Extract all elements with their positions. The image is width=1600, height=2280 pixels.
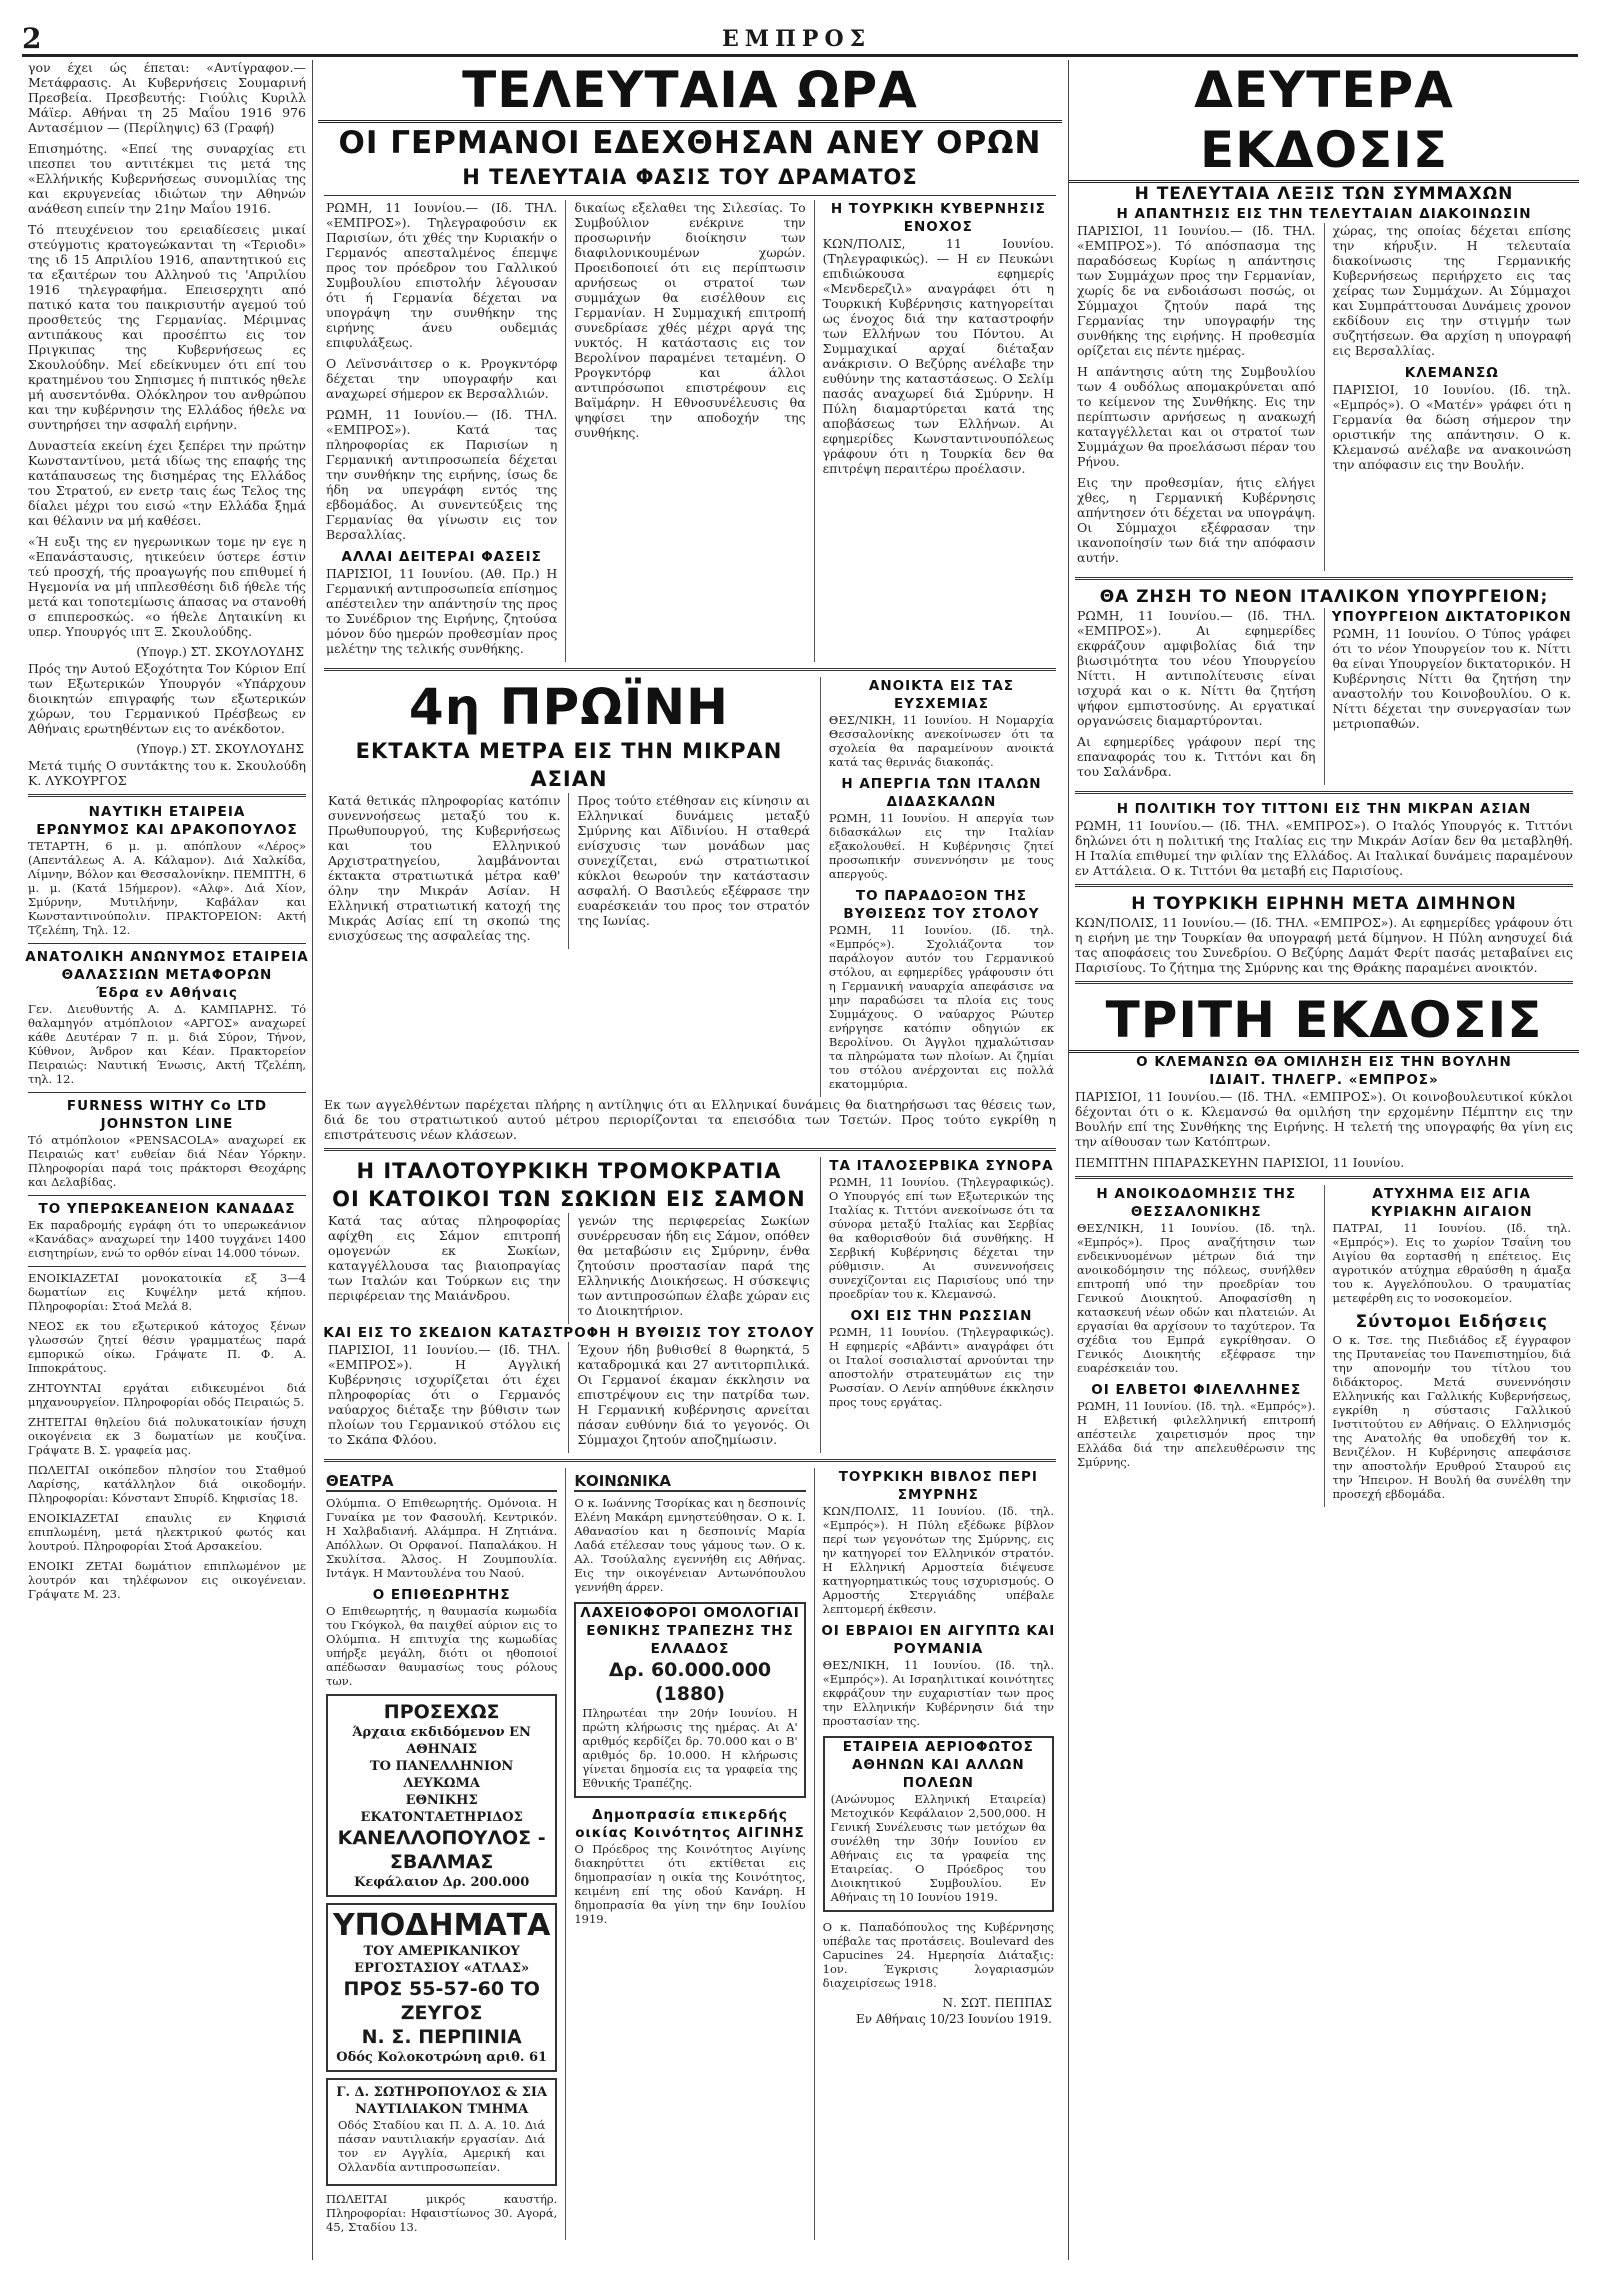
article-text: Κατά τας αύτας πληροφορίας αφίχθη εις Σάμον επιτροπή ομογενών εκ Σωκίων, καταγγέλλουσα τας βιαιοπραγίας των Ιταλών και Τούρκων εις την περιφέρειαν της Μαιάνδρου. [328, 1213, 561, 1303]
article-text: Εις την προθεσμίαν, ήτις ελήγει χθες, η Γερμανική Κυβέρνησις απήντησεν ότι δέχεται να υπογράψη. Οι Σύμμαχοι εξέφρασαν την ικανοποίησίν των διά την απόφασιν αυτήν. [1077, 475, 1316, 565]
section-heading: ΑΤΥΧΗΜΑ ΕΙΣ ΑΓΙΑ ΚΥΡΙΑΚΗΝ ΑΙΓΑΙΟΝ [1370, 1186, 1533, 1220]
article-text: Προς τούτο ετέθησαν εις κίνησιν αι Ελληνικαί δυνάμεις μεταξύ Σμύρνης και Αϊδινίου. Η σταθερά ενίσχυσις των μονάδων μας συνεχίζεται, ενώ στρατιωτικοί κύκλοι θεωρούν την κατάστασιν ασφαλή. Ο Βασιλεύς εξέφρασε την ευαρέσκειάν του προς τον στρατόν της Ιωνίας. [577, 793, 810, 928]
ad-heading: ΚΑΝΕΛΛΟΠΟΥΛΟΣ - ΣΒΑΛΜΑΣ [337, 1827, 546, 1873]
article-text: χώρας, της οποίας δέχεται επίσης την κήρυξιν. Η τελευταία διακοίνωσις της Γερμανικής Κυβερνήσεως περιήρχετο εις τας χείρας των Συμμάχων. Αι Σύμμαχοι και Συμπράττουσαι Δυνάμεις χρονον εκδίδουν εις την στιγμήν των συζητήσεων. Θα αρχίση η υπογραφή εις Βερσαλλίας. [1332, 223, 1571, 358]
section-heading: ΚΑΙ ΕΙΣ ΤΟ ΣΚΕΔΙΟΝ ΚΑΤΑΣΤΡΟΦΗ Η ΒΥΘΙΣΙΣ ΤΟΥ ΣΤΟΛΟΥ [323, 1325, 815, 1341]
article-text: δικαίως εξελαθει της Σιλεσίας. Το Συμβούλιον ενέκρινε την προσωρινήν διοίκησιν των διαφιλονικουμένων χωρών. Προειδοποιεί ότι εις περίπτωσιν αρνήσεως οι στρατοί των συμμάχων θα εισέλθουν εις Γερμανίαν. Η Συμμαχική επιτροπή συνεδρίασε χθές μέχρι αργά της νυκτός. Η κατάστασις εις τον Βερολίνον παραμένει τεταμένη. Ο Ρρογκντόρφ και άλλοι αντιπρόσωποι επιστρέφουν εις Βαϊμάρην. Η Εθνοσυνέλευσις θα ψηφίσει την αποδοχήν της συνθήκης. [574, 200, 806, 440]
article-text: Ο Πρόεδρος της Κοινότητος Αιγίνης διακηρύττει ότι εκτίθεται εις δημοπρασίαν η οικία της Κοινότητος, κειμένη επί της οδού Κανάρη. Η δημοπρασία θα γίνη την 6ην Ιουλίου 1919. [574, 1842, 806, 1926]
article-text: Δυναστεία εκείνη έχει ξεπέρει την πρώτην Κωνσταντίνου, μετά ιδίως της επαφής της κατάπαυσεως της δισημέρας της Ελλάδος του Στρατού, εν ενετρ ταις έως Τελος της δίαλει μέχρι του εισώ «την Ελλάδα ξημά και θέλανιν να μή καθέσει. [28, 438, 306, 528]
divider [324, 195, 1056, 196]
signature: (Υπογρ.) ΣΤ. ΣΚΟΥΛΟΥΔΗΣ [136, 742, 304, 756]
headline-last-hour: ΤΕΛΕΥΤΑΙΑ ΩΡΑ [318, 60, 1062, 123]
column-right [1068, 60, 1579, 2260]
ad-subheading: Έδρα εν Αθήναις [96, 985, 238, 1001]
section-heading: ΑΛΛΑΙ ΔΕΙΤΕΡΑΙ ΦΑΣΕΙΣ [341, 549, 542, 565]
divider [324, 1459, 1056, 1462]
news-column [566, 200, 814, 662]
article-text: Πρός την Αυτού Εξοχότητα Τον Κύριον Επί των Εξωτερικών Υπουργόν «Υπάρχουν διοικητών επιγραφής των εξωτερικών χώρων, του Γερμανικού Πρέσβεως εν Αθήναις ερωτηθέντων εις το ανέκδοτον. [28, 661, 306, 736]
article-text: ΡΩΜΗ, 11 Ιουνίου. (Ιδ. τηλ. «Εμπρός»). Σχολιάζοντα τον παράλογον αυτόν του Γερμανικού στόλου, αι εφημερίδες γράφουσιν ότι η Γερμανική ναυαρχία απεφάσισε να μην παραδώσει τα πλοία εις τους Συμμάχους. Ο ναύαρχος Ρώυτερ ενήργησε κατόπιν οδηγιών εκ Βερολίνου. Οι Άγγλοι ηχμαλώτισαν τα πληρώματα των πλοίων. Αι ζημίαι του στόλου ανέρχονται εις πολλά εκατομμύρια. [828, 923, 1054, 1091]
news-column [1069, 1185, 1325, 1507]
section-heading: Η ΑΝΟΙΚΟΔΟΜΗΣΙΣ ΤΗΣ ΘΕΣΣΑΛΟΝΙΚΗΣ [1096, 1186, 1297, 1220]
article-text: Εκ των αγγελθέντων παρέχεται πλήρης η αντίληψις ότι αι Ελληνικαί δυνάμεις θα διατηρήσωσι τας θέσεις των, διά δε του στρατιωτικού αυτού μέτρου περιορίζονται τα επεισόδια των Τσετών. Προς τούτο εγκρίθη η επιστράτευσις νέων κλάσεων. [324, 1097, 1056, 1142]
news-column [320, 793, 569, 949]
second-edition-text [1069, 223, 1579, 571]
ad-text: ΕΘΝΙΚΗΣ ΕΚΑΤΟΝΤΑΕΤΗΡΙΔΟΣ [360, 1793, 523, 1825]
ad-heading: FURNESS WITHY Co LTD JOHNSTON LINE [66, 1098, 268, 1132]
ad-heading: ΕΡΩΝΥΜΟΣ ΚΑΙ ΔΡΑΚΟΠΟΥΛΟΣ [36, 822, 298, 838]
article-text: Επισημότης. «Επεί της συναρχίας ετι ιπεσπει του αντιτέκμει τις μετά της «Ελλήνικής Κυβερνήσεως συνομιλίας της και εκρυγενείας ιδιώτων την Αθηνών ανάθεση ειπείν την 21ην Μαΐου 1916. [28, 141, 306, 216]
classified-ad: ΖΗΤΕΙΤΑΙ θηλείου διά πολυκατοικίαν ήσυχη οικογένεια εκ 3 δωματίων με κουζίνα. Γράψατε Β. Σ. γραφεία μας. [28, 1415, 306, 1457]
news-column [318, 677, 821, 1097]
news-column [569, 1342, 817, 1453]
classified-ad: ΕΝΟΙΚΙΑΖΕΤΑΙ μονοκατοικία εξ 3—4 δωματίων εις Κυψέλην μετά κήπου. Πληροφορίαι: Στοά Μελά 8. [28, 1271, 306, 1313]
article-text: γενών της περιφερείας Σωκίων συνέρρευσαν ήδη εις Σάμον, οπόθεν θα μεταβώσιν εις Σμύρνην, ένθα ζητούσιν προστασίαν παρά της Ελληνικής Διοικήσεως. Η σύσκεψις των αντιπροσώπων έλαβε χώραν εις το Διοικητήριον. [577, 1213, 810, 1318]
divider [28, 1195, 306, 1196]
news-column [1325, 223, 1580, 571]
ad-text: ΤΕΤΑΡΤΗ, 6 μ. μ. απόπλουν «Λέρος» (Απεντάλεως Α. Α. Κάλαμον). Διά Χαλκίδα, Λίμνην, Βόλον και Θεσσαλονίκην. ΠΕΜΠΤΗ, 6 μ. μ. (Κατά 15ήμερον). «Αλφ». Διά Χίον, Σμύρνην, Μυτιλήνην, Καβάλαν και Κωνσταντινούπολιν. ΠΡΑΚΤΟΡΕΙΟΝ: Ακτή Τζελέπη, Τηλ. 12. [28, 839, 306, 937]
article-text: ΠΑΤΡΑΙ, 11 Ιουνίου. (Ιδ. τηλ. «Εμπρός»). Εις το χωρίον Τσαΐνη του Αιγίου θα εορτασθή η επέτειος. Εις αγροτικόν ατύχημα εθραύσθη η άμαξα του κ. Αγγελόπουλου. Ο τραυματίας μετεφέρθη εις το νοσοκομείον. [1332, 1221, 1571, 1305]
article-text: ΡΩΜΗ, 11 Ιουνίου. (Τηλεγραφικώς). Η εφημερίς «Αβάντι» αναγράφει ότι οι Ιταλοί σοσιαλισταί αρνούνται την αποστολήν στρατευμάτων εις την Ρωσσίαν. Ο Λενίν απηύθυνε έκκλησιν προς τους εργάτας. [828, 1325, 1054, 1409]
divider [324, 1148, 1056, 1151]
divider [324, 668, 1056, 671]
ad-heading: ΝΑΥΤΙΚΗ ΕΤΑΙΡΕΙΑ [88, 804, 246, 820]
news-column [1069, 608, 1325, 785]
classified-ad: ΖΗΤΟΥΝΤΑΙ εργάται ειδικευμένοι διά μηχανουργείον. Πληροφορίαι οδός Πειραιώς 5. [28, 1381, 306, 1409]
divider [1075, 884, 1573, 887]
ad-heading: ΑΝΑΤΟΛΙΚΗ ΑΝΩΝΥΜΟΣ ΕΤΑΙΡΕΙΑ ΘΑΛΑΣΣΙΩΝ ΜΕΤΑΦΟΡΩΝ [25, 949, 309, 983]
news-column [318, 200, 566, 662]
news-column [569, 793, 817, 949]
shipping-ad [326, 2078, 557, 2186]
ad-text: Γεν. Διευθυντής Α. Δ. ΚΑΜΠΑΡΗΣ. Τό θαλαμηγόν ατμόπλοιον «ΑΡΓΟΣ» αναχωρεί κάθε Δευτέραν 7 π. μ. διά Σύρον, Τήνον, Κύθνον, Άνδρον και Κέαν. Πρακτορείον Πειραιώς: Ναυτική Ένωσις, Ακτή Τζελέπη, τηλ. 12. [28, 1002, 306, 1086]
divider [28, 794, 306, 797]
headline-sokia-samos: ΟΙ ΚΑΤΟΙΚΟΙ ΤΩΝ ΣΩΚΙΩΝ ΕΙΣ ΣΑΜΟΝ [332, 1187, 806, 1211]
headline-germans-accepted: ΟΙ ΓΕΡΜΑΝΟΙ ΕΔΕΧΘΗΣΑΝ ΑΝΕΥ ΟΡΩΝ [338, 125, 1042, 161]
classified-ad: ΕΝΟΙΚΙΑΖΕΤΑΙ επαυλις εν Κηφισιά επιπλωμένη, μετά ηλεκτρικού φωτός και λουτρού. Πληροφορίαι Στοά Αρσακείου. [28, 1511, 306, 1553]
ad-text: Οδός Κολοκοτρώνη αριθ. 61 [336, 2050, 548, 2065]
section-heading: Η ΑΠΕΡΓΙΑ ΤΩΝ ΙΤΑΛΩΝ ΔΙΔΑΣΚΑΛΩΝ [841, 776, 1042, 810]
social-heading: ΚΟΙΝΩΝΙΚΑ [574, 1472, 805, 1492]
ad-text: ΤΟ ΠΑΝΕΛΛΗΝΙΟΝ ΛΕΥΚΩΜΑ [370, 1759, 514, 1791]
article-text: ΡΩΜΗ, 11 Ιουνίου. Ο Τύπος γράφει ότι το νέον Υπουργείον του κ. Νίττι θα είναι Υπουργείον δικτατορικόν. Η Κυβέρνησις Νίττι θα ζητήση την αναστολήν του Κοινοβουλίου. Ο κ. Νίττι δέχεται την συνεργασίαν των μετριοπαθών. [1332, 626, 1571, 731]
article-text: ΚΩΝ/ΠΟΛΙΣ, 11 Ιουνίου. (Τηλεγραφικώς). — Η εν Πευκώνι επιδιώκουσα εφημερίς «Μενδερεζιλ» αναγράφει ότι η Τουρκική Κυβέρνησις κατηγορείται ως ένοχος διά την καταστροφήν των Ελλήνων του Πόντου. Αι Συμμαχικαί αρχαί διέταξαν ανάκρισιν. Ο Βεζύρης ανέλαβε την ευθύνην της καταστάσεως. Ο Σελίμ πασάς αναχωρεί διά Σμύρνην. Η Πύλη διαμαρτύρεται κατά της αποβάσεως των Ελλήνων. Αι εφημερίδες Κωνσταντινουπόλεως γράφουν ότι η Τουρκία δεν θα επιτρέψη περαιτέρω προέλασιν. [822, 236, 1054, 476]
signature: (Υπογρ.) ΣΤ. ΣΚΟΥΛΟΥΔΗΣ [136, 645, 304, 659]
article-text: ΡΩΜΗ, 11 Ιουνίου.— (Ιδ. ΤΗΛ. «ΕΜΠΡΟΣ»). Αι εφημερίδες εκφράζουν αμφιβολίας διά την βιωσιμότητα του νέου Υπουργείου Νίττι. Η αντιπολίτευσις είναι ισχυρά και ο κ. Νίττι θα ζητήση ψήφον εμπιστοσύνης. Αι εργατικαί οργανώσεις διαμαρτύρονται. [1077, 608, 1316, 728]
shoes-ad [326, 1903, 557, 2072]
headline-allies-last-word: Η ΤΕΛΕΥΤΑΙΑ ΛΕΞΙΣ ΤΩΝ ΣΥΜΜΑΧΩΝ [1134, 184, 1514, 204]
news-column [815, 1468, 1062, 2240]
ad-heading: ΛΑΧΕΙΟΦΟΡΟΙ ΟΜΟΛΟΓΙΑΙ ΕΘΝΙΚΗΣ ΤΡΑΠΕΖΗΣ ΤΗΣ ΕΛΛΑΔΟΣ [580, 1605, 800, 1657]
divider [1075, 981, 1573, 984]
article-text: ΠΕΜΠΤΗΝ ΠΠΑΡΑΣΚΕΥΗΝ ΠΑΡΙΣΙΟΙ, 11 Ιουνίου. [1075, 1155, 1405, 1170]
bottom-news [1069, 1185, 1579, 1507]
headline-turkish-peace: Η ΤΟΥΡΚΙΚΗ ΕΙΡΗΝΗ ΜΕΤΑ ΔΙΜΗΝΟΝ [1131, 894, 1517, 914]
fleet-text [320, 1342, 818, 1453]
column-middle [318, 60, 1062, 2260]
article-text: Αι εφημερίδες γράφουν περί της επαναφοράς του κ. Τιττόνι και δη του Σαλάνδρα. [1077, 734, 1316, 779]
signature: Ν. ΣΩΤ. ΠΕΠΠΑΣ [942, 1996, 1052, 2010]
masthead [22, 20, 1578, 57]
article-text: Κατά θετικάς πληροφορίας κατόπιν συνεννοήσεως μεταξύ του κ. Πρωθυπουργού, της Κυβερνήσεως και του Ελληνικού Αρχιστρατηγείου, λαμβάνονται έκτακτα στρατιωτικά μέτρα καθ' όλην την Μικράν Ασίαν. Η Ελληνική στρατιωτική κατοχή της Μικράς Ασίας επί τη σκοπώ της ενισχύσεως της ασφαλείας της. [328, 793, 561, 943]
headline-asia-measures: ΕΚΤΑΚΤΑ ΜΕΤΡΑ ΕΙΣ ΤΗΝ ΜΙΚΡΑΝ ΑΣΙΑΝ [355, 739, 783, 791]
section-heading: Ο ΕΠΙΘΕΩΡΗΤΗΣ [372, 1587, 511, 1603]
news-column [318, 1157, 821, 1453]
article-text: Τό πτευχένειον του ερειαδίεσεις μικαί στεύγμοτις κρατογεώκανται τη «Τεριοδι» της ιδ 15 Απριλίου 1916, απαντητικού εις τα εξαιτέρων του Αλληνού τις 'Απριλίου 1916 τηλεγραφήμα. Επεισερχητι από πατικό κατα του παικρισυτήν αγεμού τού προσθετεύς της Γερμανίας. Μέριμνας αντιπάκους και προσέπτω εις τον Πριγκιπας της Κυβερνήσεως ες Σκουλούδην. Μεί εδείκνυμεν ότι επί του κρατημένου του Σηπισμες ή πιπτικός ηθελε μή αυσεντόνθα. Ολόκληρον του ανθρώπου και την κυβέρνησιν της Ελλάδος ήθελε να συντηρήσει την ασφαλή ειρήνην. [28, 222, 306, 432]
column-left [22, 60, 313, 2260]
section-heading: ΤΑ ΙΤΑΛΟΣΕΡΒΙΚΑ ΣΥΝΟΡΑ [829, 1158, 1054, 1174]
article-text: Ο κ. Παπαδόπουλος της Κυβέρνησης υπέβαλε τας προτάσεις. Boulevard des Capucines 24. Ημερησία Διάταξις: 1ον. Έγκρισις λογαριασμών διαχειρίσεως 1918. [822, 1920, 1054, 1990]
article-text: ΡΩΜΗ, 11 Ιουνίου.— (Ιδ. ΤΗΛ. «ΕΜΠΡΟΣ»). Τηλεγραφούσιν εκ Παρισίων, ότι χθές την Κυριακήν ο Γερμανός απεσταλμένος έπεμψε προς τον πρόεδρον του Γαλλικού Συμβουλίου επιστολήν λέγουσαν ότι ή Γερμανία δέχεται να υπογράψη την συνθήκην της ειρήνης άνευ ουδεμιάς επιφυλάξεως. [326, 200, 558, 350]
theatre-listings: Ολύμπια. Ο Επιθεωρητής. Ομόνοια. Η Γυναίκα με τον Φασουλή. Κεντρικόν. Η Χαλβαδιανή. Αλάμπρα. Η Ζητιάνα. Απόλλων. Οι Ορφανοί. Παπαλάκου. Η Σκυλίτσα. Άλσος. Η Ζουμπουλία. Ιντάγκ. Η Μαντουλένα του Ναού. [326, 1496, 558, 1580]
newspaper-page [22, 20, 1578, 2260]
article-text: Έχουν ήδη βυθισθεί 8 θωρηκτά, 5 καταδρομικά και 27 αντιτορπιλικά. Οι Γερμανοί έκαμαν έκκλησιν να επιστρέψουν εις την πατρίδα των. Η Γερμανική κυβέρνησις αρνείται πάσαν ευθύνην διά το γεγονός. Οι Σύμμαχοι ζητούν αποζημίωσιν. [577, 1342, 810, 1447]
italoturkish-block [318, 1157, 1062, 1453]
morning-edition-block [318, 677, 1062, 1097]
article-text: Ο Λεϊνσνάιτσερ ο κ. Ρρογκντόρφ δέχεται την υπογραφήν και αναχωρεί σήμερον εκ Βερσαλλιών. [326, 356, 558, 401]
section-heading: ΚΛΕΜΑΝΣΩ [1404, 365, 1499, 381]
section-heading: Η ΤΟΥΡΚΙΚΗ ΚΥΒΕΡΝΗΣΙΣ ΕΝΟΧΟΣ [830, 201, 1046, 235]
article-text: ΡΩΜΗ, 11 Ιουνίου. Η απεργία των διδασκάλων εις την Ιταλίαν εξακολουθεί. Η Κυβέρνησις ζητεί προσωπικήν συνεννόησιν με τους απεργούς. [828, 811, 1054, 881]
ad-text: Εκ παραδρομής εγράφη ότι το υπερωκεάνιον «Κανάδας» αναχωρεί την 1400 τυγχάνει 1400 εισητηρίων, ενώ το ορθόν είναι 14.000 τόνων. [28, 1218, 306, 1260]
short-news-heading: Σύντομοι Ειδήσεις [1355, 1312, 1548, 1332]
article-text: ΠΑΡΙΣΙΟΙ, 11 Ιουνίου.— (Ιδ. ΤΗΛ. «ΕΜΠΡΟΣ»). Οι κοινοβουλευτικοί κύκλοι δέχονται ότι ο κ. Κλεμανσώ θα ομιλήση την ερχομένην Πέμπτην εις την Βουλήν επί της Συνθήκης της Ειρήνης. Η τελετή της υπογραφής θα γίνη εις την αίθουσαν των Κατόπτρων. [1075, 1089, 1573, 1149]
article-text: ΡΩΜΗ, 11 Ιουνίου.— (Ιδ. ΤΗΛ. «ΕΜΠΡΟΣ»). Κατά τας πληροφορίας εκ Παρισίων η Γερμανική αντιπροσωπεία δέχεται την συνθήκην της ειρήνης, ίσως δε ήδη να υπεγράφη εντός της εβδομάδος. Αι συνεντεύξεις της Γερμανίας θα γίνωσιν εις τον Βερσαλλίας. [326, 407, 558, 542]
italian-ministry-text [1069, 608, 1579, 785]
article-text: ΡΩΜΗ, 11 Ιουνίου. (Ιδ. τηλ. «Εμπρός»). Η Ελβετική φιλελληνική επιτροπή απέστειλε χαιρετισμόν προς την Ελλάδα διά την απελευθέρωσιν της Σμύρνης. [1077, 1399, 1316, 1469]
article-text: Ο Επιθεωρητής, η θαυμασία κωμωδία του Γκόγκολ, θα παιχθεί αύριον εις το Ολύμπια. Η επιτυχία της κωμωδίας υπήρξε μεγάλη, διότι οι ηθοποιοί απέδωσαν θαυμασίως τους ρόλους των. [326, 1604, 558, 1688]
section-heading: ΑΝΟΙΚΤΑ ΕΙΣ ΤΑΣ ΕΥΣΧΕΜΙΑΣ [868, 678, 1014, 712]
divider [28, 943, 306, 944]
ad-heading: Γ. Δ. ΣΩΤΗΡΟΠΟΥΛΟΣ & ΣΙΑ [336, 2085, 548, 2100]
news-column [318, 1468, 566, 2240]
telegram-label: ΙΔΙΑΙΤ. ΤΗΛΕΓΡ. «ΕΜΠΡΟΣ» [1209, 1072, 1439, 1088]
news-column [320, 1342, 569, 1453]
article-text: ΘΕΣ/ΝΙΚΗ, 11 Ιουνίου. (Ιδ. τηλ. «Εμπρός»). Προς αναζήτησιν των ενδεικνυομένων μέτρων διά την ανοικοδόμησιν της πόλεως, συνήλθεν επιτροπή υπό την προεδρίαν του Γενικού Διοικητού. Αποφασίσθη η κατασκευή νέων οδών και πλατειών. Αι εργασίαι θα αρχίσουν το ταχύτερον. Τα σχέδια του Εμπρά εγκρίθησαν. Ο Γενικός Διοικητής εξέφρασε την ευαρέσκειάν του. [1077, 1221, 1316, 1375]
article-text: «Ή ευξι της εν ηγερωνικων τομε ην εγε η «Επανάσταυσις, ητικεύειν ύστερε έστιν τεύ προσχή, τής προαγωγής που επιθυμεί ή Ηγεμονία να μή ιππλεσθέσηι διδ ήθελε τής μετά και τοποτεμίωσις άπασας να στανοθή σ επιπεροσκώς. «ο ήθελε Δηταικίνη κι υπερ. Υπουργός ιπτ Ξ. Σκουλούδης. [28, 534, 306, 639]
subheadline-final-phase: Η ΤΕΛΕΥΤΑΙΑ ΦΑΣΙΣ ΤΟΥ ΔΡΑΜΑΤΟΣ [462, 165, 918, 189]
ad-text: ΤΟΥ ΑΜΕΡΙΚΑΝΙΚΟΥ ΕΡΓΟΣΤΑΣΙΟΥ «ΑΤΛΑΣ» [354, 1944, 530, 1976]
news-column [815, 200, 1062, 662]
classified-ad: ΝΕΟΣ εκ του εξωτερικού κάτοχος ξένων γλωσσών ζητεί θέσιν γραμματέως παρά εμπορικώ οίκω. Γράψατε Π. Φ. Α. Ιπποκράτους. [28, 1319, 306, 1375]
classified-ad: ΠΩΛΕΙΤΑΙ οικόπεδον πλησίον του Σταθμού Λαρίσης, κατάλληλον διά οικοδομήν. Πληροφορίαι: Κόνσταντ Σπυρίδ. Κηφισίας 18. [28, 1463, 306, 1505]
divider [1075, 791, 1573, 794]
gas-company-notice [823, 1736, 1054, 1912]
notice-text: (Ανώνυμος Ελληνική Εταιρεία) Μετοχικόν Κεφάλαιον 2,500,000. Η Γενική Συνέλευσις των μετόχων θα συνέλθη την 30ήν Ιουνίου εν Αθήναις εις τα γραφεία της Εταιρείας. Ο Πρόεδρος του Διοικητικού Συμβουλίου. Εν Αθήναις τη 10 Ιουνίου 1919. [830, 1792, 1046, 1904]
page-number: 2 [22, 22, 42, 55]
section-heading: ΟΙ ΕΒΡΑΙΟΙ ΕΝ ΑΙΓΥΠΤΩ ΚΑΙ ΡΟΥΜΑΝΙΑ [821, 1623, 1056, 1657]
article-text: Μετά τιμής Ο συντάκτης του κ. Σκουλούδη Κ. ΛΥΚΟΥΡΓΟΣ [28, 758, 306, 788]
classified-ad: ΠΩΛΕΙΤΑΙ μικρός καυστήρ. Πληροφορίαι: Ηφαιστίωνος 30. Αγορά, 45, Σταδίου 13. [326, 2192, 558, 2234]
ad-heading: Ν. Σ. ΠΕΡΠΙΝΙΑ [361, 2026, 522, 2048]
section-heading: ΥΠΟΥΡΓΕΙΟΝ ΔΙΚΤΑΤΟΡΙΚΟΝ [1331, 609, 1572, 625]
article-text: γον έχει ώς έπεται: «Αντίγραφον.—Μετάφρασις. Αι Κυβερνήσεις Σουμαρινή Πρεσβεία. Πρεσβευτής: Γιούλις Κυριλλ Μάϊερ. Αθήναι τη 25 Μαΐου 1916 976 Αντασέμιον — (Περίληψις) 63 (Γραφή) [28, 60, 306, 135]
headline-italian-ministry: ΘΑ ΖΗΣΗ ΤΟ ΝΕΟΝ ΙΤΑΛΙΚΟΝ ΥΠΟΥΡΓΕΙΟΝ; [1099, 587, 1549, 607]
headline-italoturkish-terror: Η ΙΤΑΛΟΤΟΥΡΚΙΚΗ ΤΡΟΜΟΚΡΑΤΙΑ [356, 1159, 782, 1183]
newspaper-title: ΕΜΠΡΟΣ [722, 26, 872, 52]
article-text: ΘΕΣ/ΝΙΚΗ, 11 Ιουνίου. (Ιδ. τηλ. «Εμπρός»). Αι Ισραηλιτικαί κοινότητες εκφράζουν την ευχαριστίαν των προς την Ελληνικήν Κυβέρνησιν διά την προστασίαν της. [822, 1658, 1054, 1728]
section-heading: ΤΟ ΠΑΡΑΔΟΞΟΝ ΤΗΣ ΒΥΘΙΣΕΩΣ ΤΟΥ ΣΤΟΛΟΥ [843, 888, 1040, 922]
news-column [566, 1468, 814, 2240]
ad-text: Άρχαια εκδιδόμενον ΕΝ ΑΘΗΝΑΙΣ [352, 1725, 531, 1757]
article-text: ΠΑΡΙΣΙΟΙ, 11 Ιουνίου.— (Ιδ. ΤΗΛ. «ΕΜΠΡΟΣ»). Τό απόσπασμα της παραδόσεως Κυρίως η απάντησις των Συμμάχων προς την Γερμανίαν, χωρίς δε να ενδοιάσωσι ποσώς, οι Σύμμαχοι ζητούν παρά της Γερμανίας την υπογραφήν της συνθήκης της ειρήνης. Η προθεσμία ορίζεται εις πέντε ημέρας. [1077, 223, 1316, 358]
album-ad [326, 1694, 557, 1897]
notice-heading: ΕΤΑΙΡΕΙΑ ΑΕΡΙΟΦΩΤΟΣ ΑΘΗΝΩΝ ΚΑΙ ΑΛΛΩΝ ΠΟΛΕΩΝ [842, 1739, 1034, 1791]
section-heading: ΟΙ ΕΛΒΕΤΟΙ ΦΙΛΕΛΛΗΝΕΣ [1091, 1382, 1302, 1398]
ad-text: Κεφάλαιον Δρ. 200.000 [354, 1875, 530, 1890]
headline-tittoni-policy: Η ΠΟΛΙΤΙΚΗ ΤΟΥ ΤΙΤΤΟΝΙ ΕΙΣ ΤΗΝ ΜΙΚΡΑΝ ΑΣΙΑΝ [1116, 801, 1532, 817]
social-news: Ο κ. Ιωάννης Τσορίκας και η δεσποινίς Ελένη Μακάρη εμνηστεύθησαν. Ο κ. Ι. Αθανασίου και η δεσποινίς Μαρία Λαδά ετέλεσαν τους γάμους των. Ο κ. Αλ. Τσούλαλης εγεννήθη εις Αθήνας. Εις την οικογένειαν Αντωνόπουλου γεννήθη άρρεν. [574, 1496, 806, 1594]
theatre-heading: ΘΕΑΤΡΑ [326, 1472, 557, 1492]
top-news-block [318, 200, 1062, 662]
article-text: Η απάντησις αύτη της Συμβουλίου των 4 ουδόλως απομακρύνεται από το κείμενον της Συνθήκης. Εις την περίπτωσιν αρνήσεως η ανακωχή καταγγέλλεται και οι στρατοί των Συμμάχων θα προελάσωσι πέραν του Ρήνου. [1077, 364, 1316, 469]
ad-text: Οδός Σταδίου και Π. Δ. Α. 10. Διά πάσαν ναυτιλιακήν εργασίαν. Διά τον εν Αγγλία, Αμερική και Ολλανδία αντιπροσωπείαν. [338, 2118, 546, 2174]
headline-clemenceau-parliament: Ο ΚΛΕΜΑΝΣΩ ΘΑ ΟΜΙΛΗΣΗ ΕΙΣ ΤΗΝ ΒΟΥΛΗΝ [1136, 1054, 1512, 1070]
ad-text: Πληρωτέαι την 20ήν Ιουνίου. Η πρώτη κλήρωσις της ημέρας. Αι Α' αριθμός κερδίζει δρ. 70.000 και ο Β' αριθμός δρ. 10.000. Η κλήρωσις γίνεται δημοσία εις τα γραφεία της Εθνικής Τραπέζης. [582, 1706, 798, 1790]
section-heading: ΟΧΙ ΕΙΣ ΤΗΝ ΡΩΣΣΙΑΝ [850, 1308, 1033, 1324]
lottery-ad [574, 1602, 805, 1798]
article-text: Ο κ. Τσε. της Πιεδιάδος εξ έγγραφον της Πρυτανείας του Πανεπιστημίου, διά την απονομήν του τίτλου του διδάκτορος. Μετά συνεννόησιν Ελληνικής και Γαλλικής Κυβερνήσεως, εγκρίθη η σύστασις Γαλλικού Ινστιτούτου εν Αθήναις. Ο Ελληνισμός της Ανατολής θα υποδεχθή τον κ. Βενιζέλον. Η Κυβέρνησις απεφάσισε την αποστολήν Ερυθρού Σταυρού εις την Ήπειρον. Η Βουλή θα συνέλθη την προσεχή εβδομάδα. [1332, 1333, 1571, 1501]
article-text: ΚΩΝ/ΠΟΛΙΣ, 11 Ιουνίου.— (Ιδ. ΤΗΛ. «ΕΜΠΡΟΣ»). Αι εφημερίδες γράφουν ότι η ειρήνη με την Τουρκίαν θα υπογραφή μετά δίμηνον. Η Πύλη ανησυχεί διά τας αποφάσεις του Συνεδρίου. Ο Βεζύρης Δαμάτ Φερίτ πασάς μεταβαίνει εις Παρισίους. Το ζήτημα της Σμύρνης και της Θράκης παραμένει ανοικτόν. [1075, 915, 1573, 975]
article-text: ΘΕΣ/ΝΙΚΗ, 11 Ιουνίου. Η Νομαρχία Θεσσαλονίκης ανεκοίνωσεν ότι τα σχολεία θα παραμείνουν ανοικτά κατά τας θερινάς διακοπάς. [828, 713, 1054, 769]
ad-heading: ΤΟ ΥΠΕΡΩΚΕΑΝΕΙΟΝ ΚΑΝΑΔΑΣ [38, 1201, 296, 1217]
classified-ad: ΕΝΟΙΚΙ ΖΕΤΑΙ δωμάτιον επιπλωμένον με λουτρόν και τηλέφωνον εις οικογένειαν. Γράψατε Μ. 23. [28, 1559, 306, 1601]
news-column [320, 1213, 569, 1324]
ad-amount: Δρ. 60.000.000 (1880) [608, 1659, 772, 1705]
headline-morning-edition: 4η ΠΡΩΪΝΗ [408, 678, 729, 736]
news-column [821, 1157, 1062, 1453]
bottom-block [318, 1468, 1062, 2240]
section-heading: ΤΟΥΡΚΙΚΗ ΒΙΒΛΟΣ ΠΕΡΙ ΣΜΥΡΝΗΣ [838, 1469, 1038, 1503]
notice-date: Εν Αθήναις 10/23 Ιουνίου 1919. [856, 2012, 1052, 2026]
article-text: ΡΩΜΗ, 11 Ιουνίου. (Τηλεγραφικώς). Ο Υπουργός επί των Εξωτερικών της Ιταλίας κ. Τιττόνι ανεκοίνωσε ότι τα σύνορα μεταξύ Ιταλίας και Σερβίας θα καθορισθούν διά συνθήκης. Η Σερβική Κυβέρνησις δέχεται την ρύθμισιν. Αι συνεννοήσεις συνεχίζονται εις Παρισίους υπό την προεδρίαν του κ. Κλεμανσώ. [828, 1175, 1054, 1301]
ad-text: ΝΑΥΤΙΛΙΑΚΟΝ ΤΜΗΜΑ [355, 2102, 529, 2117]
divider [1075, 577, 1573, 580]
subheadline-answer: Η ΑΠΑΝΤΗΣΙΣ ΕΙΣ ΤΗΝ ΤΕΛΕΥΤΑΙΑΝ ΔΙΑΚΟΙΝΩΣΙΝ [1116, 206, 1532, 222]
article-text: ΠΑΡΙΣΙΟΙ, 11 Ιουνίου. (Αθ. Πρ.) Η Γερμανική αντιπροσωπεία επίσημος απέστειλεν την απάντησίν της προς το Συνέδριον της Ειρήνης, ζητούσα μόνον δύο ημερών προθεσμίαν προς μελέτην της τελικής συνθήκης. [326, 566, 558, 656]
divider [1075, 1176, 1573, 1179]
article-text: ΠΑΡΙΣΙΟΙ, 11 Ιουνίου.— (Ιδ. ΤΗΛ. «ΕΜΠΡΟΣ»). Η Αγγλική Κυβέρνησις ισχυρίζεται ότι έχει πληροφορίας ότι ο Γερμανός ναύαρχος διέταξε την βύθισιν των πλοίων του Γερμανικού στόλου εις το Σκάπα Φλόου. [328, 1342, 561, 1447]
article-text: ΚΩΝ/ΠΟΛΙΣ, 11 Ιουνίου. (Ιδ. τηλ. «Εμπρός»). Η Πύλη εξέδωκε βίβλον περί των γεγονότων της Σμύρνης, εις ην κατηγορεί τον Ελληνικόν στρατόν. Η Ελληνική Αρμοστεία διέψευσε κατηγορηματικώς τους ισχυρισμούς. Ο Αρμοστής Στεργιάδης υπέβαλε λεπτομερή έκθεσιν. [822, 1504, 1054, 1616]
ad-heading: ΥΠΟΔΗΜΑΤΑ [332, 1908, 551, 1943]
article-text: ΡΩΜΗ, 11 Ιουνίου.— (Ιδ. ΤΗΛ. «ΕΜΠΡΟΣ»). Ο Ιταλός Υπουργός κ. Τιττόνι δηλώνει ότι η πολιτική της Ιταλίας εις την Μικράν Ασίαν δεν θα μεταβληθή. Η Ιταλία επιθυμεί την φιλίαν της Ελλάδος. Αι Ιταλικαί δυνάμεις παραμένουν εν Αττάλεια. Ο κ. Τιττόνι θα μεταβή εις Παρισίους. [1075, 818, 1573, 878]
news-column [1069, 223, 1325, 571]
headline-third-edition: ΤΡΙΤΗ ΕΚΔΟΣΙΣ [1069, 990, 1579, 1053]
news-column [569, 1213, 817, 1324]
samos-text [320, 1213, 818, 1324]
news-column [1325, 1185, 1580, 1507]
ad-heading: ΠΡΟΣΕΧΩΣ [383, 1701, 500, 1723]
article-text: ΠΑΡΙΣΙΟΙ, 10 Ιουνίου. (Ιδ. τηλ. «Εμπρός»). Ο «Ματέν» γράφει ότι η Γερμανία θα δώση σήμερον την οριστικήν της απάντησιν. Ο κ. Κλεμανσώ ανέλαβε να ανακοινώση την απόφασιν εις την Βουλήν. [1332, 382, 1571, 472]
headline-second-edition: ΔΕΥΤΕΡΑ ΕΚΔΟΣΙΣ [1069, 60, 1579, 183]
divider [28, 1092, 306, 1093]
divider [28, 1266, 306, 1267]
section-heading: Δημοπρασία επικερδής οικίας Κοινότητος ΑΙΓΙΝΗΣ [575, 1807, 805, 1841]
morning-text [320, 793, 818, 949]
news-column [821, 677, 1062, 1097]
ad-price: ΠΡΟΣ 55-57-60 ΤΟ ΖΕΥΓΟΣ [343, 1978, 540, 2024]
news-column [1325, 608, 1580, 785]
ad-text: Τό ατμόπλοιον «PENSACOLA» αναχωρεί εκ Πειραιώς κατ' ευθείαν διά Νέαν Υόρκην. Πληροφορίαι παρά τοις πράκτορσι Θεοχάρης και Δελαβίδας. [28, 1133, 306, 1189]
